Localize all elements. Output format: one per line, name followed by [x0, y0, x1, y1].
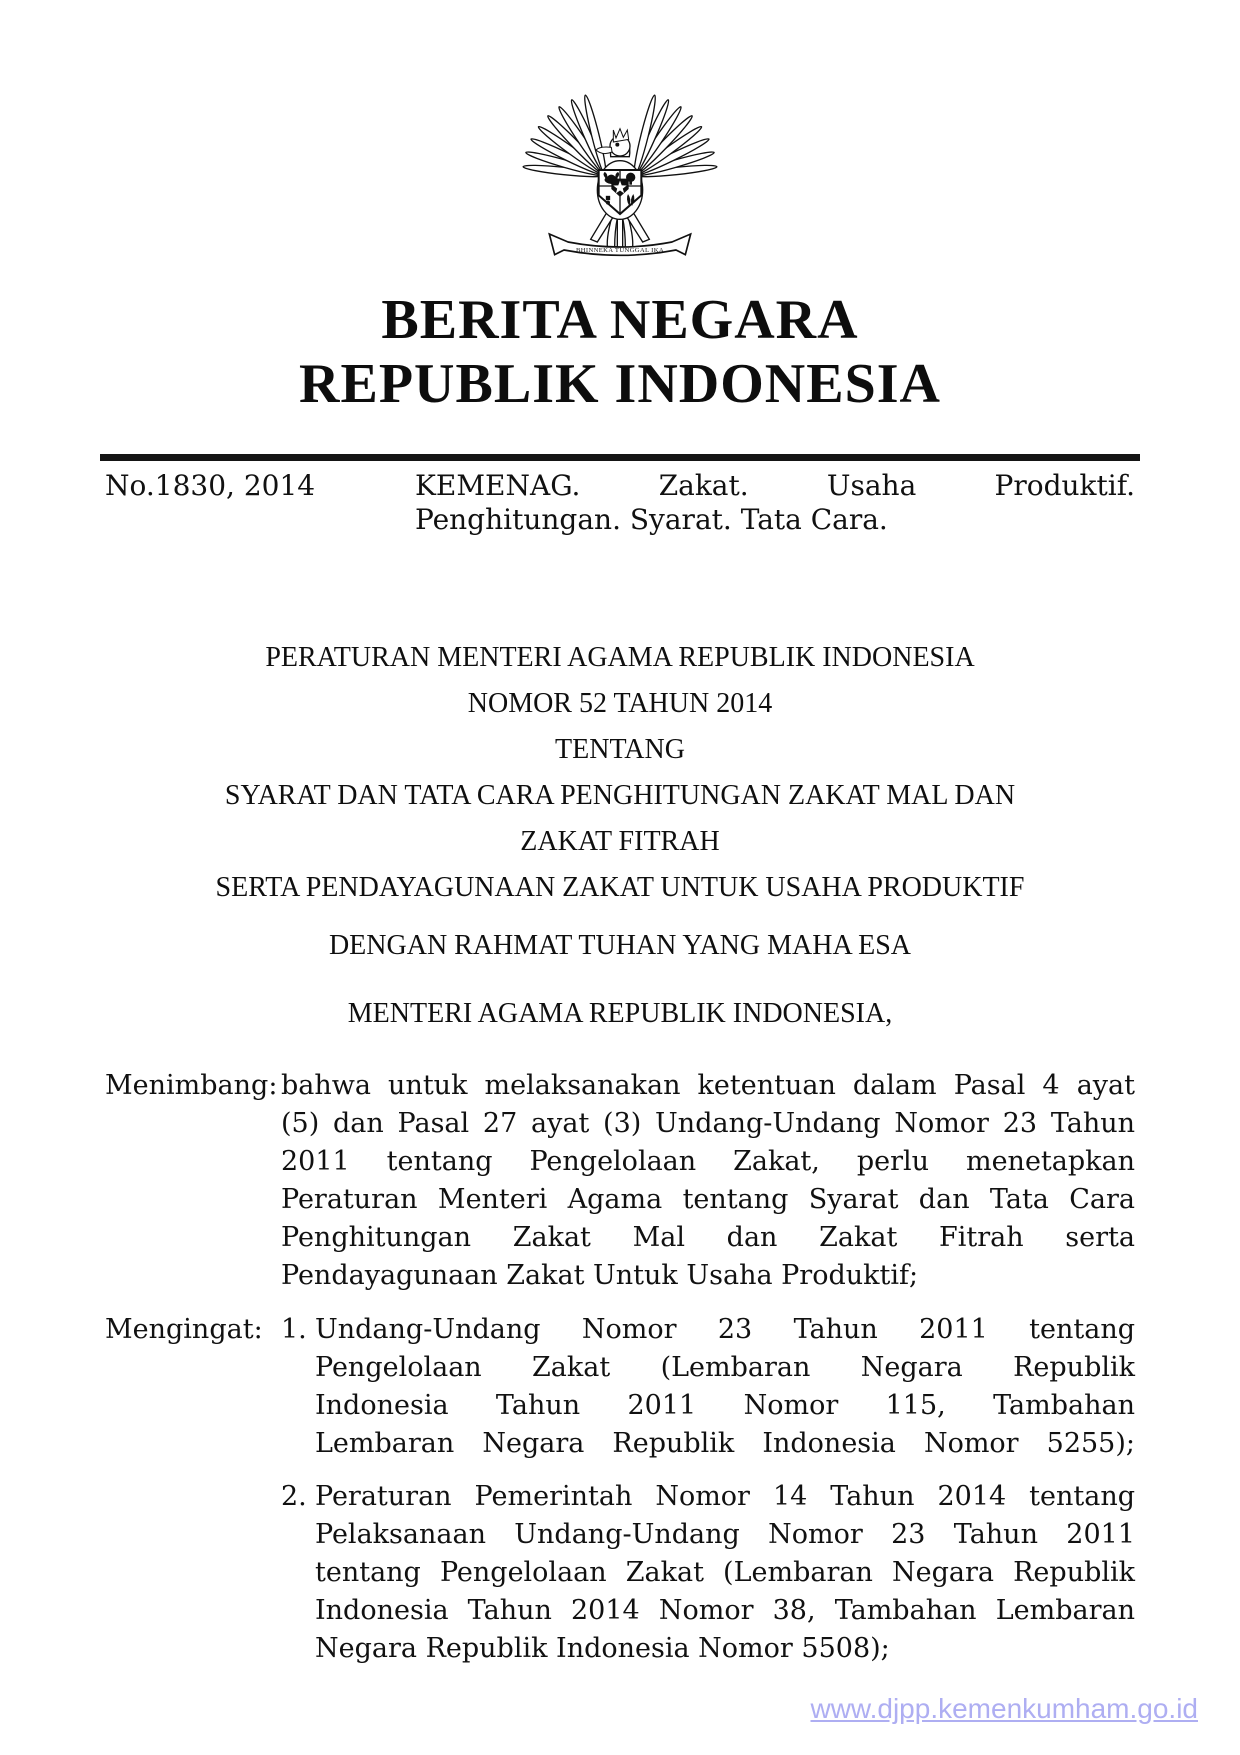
subject-note — [415, 469, 1135, 537]
menimbang-section — [105, 1067, 1135, 1295]
text-line: Pelaksanaan Undang-Undang Nomor 23 Tahun 2011 — [315, 1519, 1135, 1550]
text-line: Penghitungan. Syarat. Tata Cara. — [415, 503, 888, 536]
mengingat-label-text: Mengingat — [105, 1314, 254, 1345]
text-line: Indonesia Tahun 2014 Nomor 38, Tambahan Lembaran — [315, 1595, 1135, 1626]
gazette-title-line-1: BERITA NEGARA — [381, 289, 859, 351]
text-line: Pendayagunaan Zakat Untuk Usaha Produktif; — [281, 1260, 919, 1291]
regulation-title-block — [105, 635, 1135, 1037]
footer-link[interactable]: www.djpp.kemenkumham.go.id — [810, 1693, 1198, 1724]
text-line: Indonesia Tahun 2011 Nomor 115, Tambahan — [315, 1390, 1135, 1421]
masthead-note-row — [105, 469, 1135, 537]
regulation-title-line: PERATURAN MENTERI AGAMA REPUBLIK INDONESIA — [265, 642, 975, 673]
menimbang-label — [105, 1067, 278, 1105]
gazette-title-line-2: REPUBLIK INDONESIA — [299, 353, 941, 415]
menimbang-paragraph — [281, 1067, 1135, 1295]
text-line: 2011 tentang Pengelolaan Zakat, perlu menetapkan — [281, 1146, 1135, 1177]
masthead-divider-rule — [100, 454, 1140, 461]
mengingat-item-2 — [281, 1478, 1135, 1668]
item-paragraph — [315, 1478, 1135, 1668]
gazette-title — [0, 288, 1240, 416]
text-line: (5) dan Pasal 27 ayat (3) Undang-Undang Nomor 23 Tahun — [281, 1108, 1135, 1139]
text-line: Lembaran Negara Republik Indonesia Nomor 5255); — [315, 1428, 1135, 1459]
issue-number: No.1830, 2014 — [105, 469, 316, 502]
item-number: 2. — [281, 1481, 307, 1512]
item-paragraph — [315, 1311, 1135, 1463]
mengingat-label — [105, 1311, 263, 1349]
regulation-tentang-line: TENTANG — [555, 734, 685, 765]
text-line: KEMENAG. Zakat. Usaha Produktif. — [415, 469, 1135, 502]
text-line: Negara Republik Indonesia Nomor 5508); — [315, 1633, 890, 1664]
mengingat-item-1 — [281, 1311, 1135, 1463]
text-line: Peraturan Menteri Agama tentang Syarat dan Tata Cara — [281, 1184, 1135, 1215]
regulation-number-line: NOMOR 52 TAHUN 2014 — [467, 688, 773, 719]
text-line: Penghitungan Zakat Mal dan Zakat Fitrah serta — [281, 1222, 1135, 1253]
mengingat-list — [281, 1311, 1135, 1668]
mengingat-section — [105, 1311, 1135, 1668]
item-number: 1. — [281, 1314, 307, 1345]
authority-line: MENTERI AGAMA REPUBLIK INDONESIA, — [347, 998, 893, 1029]
preamble — [105, 1067, 1135, 1668]
emblem-area — [0, 0, 1240, 274]
menimbang-colon: : — [268, 1070, 278, 1101]
menimbang-label-text: Menimbang — [105, 1070, 269, 1101]
invocation-line: DENGAN RAHMAT TUHAN YANG MAHA ESA — [328, 930, 912, 961]
regulation-subject-line-2: ZAKAT FITRAH — [520, 826, 720, 857]
emblem-banner-text: BHINNEKA TUNGGAL IKA — [575, 247, 665, 254]
mengingat-colon: : — [253, 1314, 263, 1345]
text-line: Undang-Undang Nomor 23 Tahun 2011 tentang — [315, 1314, 1135, 1345]
regulation-subject-line-1: SYARAT DAN TATA CARA PENGHITUNGAN ZAKAT MAL DAN — [224, 780, 1016, 811]
footer — [810, 1693, 1198, 1725]
regulation-subject-line-3: SERTA PENDAYAGUNAAN ZAKAT UNTUK USAHA PRODUKTIF — [215, 872, 1025, 903]
garuda-pancasila-icon — [520, 90, 720, 270]
text-line: bahwa untuk melaksanakan ketentuan dalam Pasal 4 ayat — [281, 1070, 1135, 1101]
text-line: Peraturan Pemerintah Nomor 14 Tahun 2014 tentang — [315, 1481, 1135, 1512]
text-line: tentang Pengelolaan Zakat (Lembaran Negara Republik — [315, 1557, 1135, 1588]
text-line: Pengelolaan Zakat (Lembaran Negara Republik — [315, 1352, 1135, 1383]
